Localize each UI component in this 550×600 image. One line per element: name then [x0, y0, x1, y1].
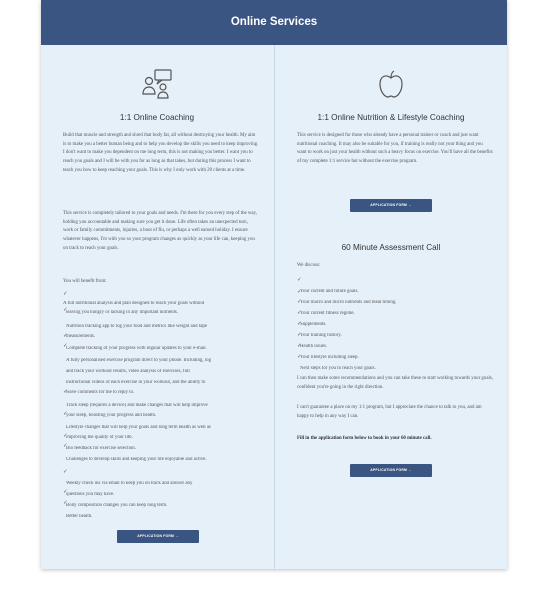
check-icon: ✓: [63, 291, 68, 297]
check-icon: ✓: [63, 469, 68, 475]
benefit-line: measurements.: [66, 334, 96, 339]
check-icon: ✓: [297, 310, 302, 316]
check-icon: ✓: [297, 299, 302, 305]
benefit-line: Nutrition tracking app to log your food and metrics like weight and tape: [66, 324, 207, 329]
nutrition-coaching-title: 1:1 Online Nutrition & Lifestyle Coaching: [317, 113, 465, 122]
check-icon: ✓: [63, 389, 68, 395]
apple-icon: [377, 69, 405, 99]
online-coaching-intro: Build that muscle and strength and shred that body fat, all without destroying your health. My aim is to make you a better human being and to help you develop the skills you need to keep improving. I don't want to make you dependent on me long term, this is not making you better. I want you to reach you goals and I will be with you for as long as that takes, but during this process I want to teach you how to keep reaching your goals. This is why I only work with 20 clients at a time.: [63, 133, 259, 173]
benefit-line: A fully personalised exercise program direct to your phone. Including, log: [66, 358, 212, 363]
assessment-call-title: 60 Minute Assessment Call: [341, 243, 441, 252]
check-icon: ✓: [63, 343, 68, 349]
discuss-item: Your macro and micro nutrients and meal timing.: [300, 300, 397, 305]
discuss-item: Your current and future goals.: [300, 289, 359, 294]
check-icon: ✓: [297, 354, 302, 360]
benefit-line: Track sleep (requires a device) and make changes that will help improve: [66, 403, 208, 408]
benefit-line: Lifestyle changes that will help your goals and long term health as well as: [66, 425, 211, 430]
services-card: [41, 0, 507, 569]
benefit-line: Complete tracking of your progress with regular updates to your e-mail.: [66, 346, 207, 351]
discuss-item: Your current fitness regime.: [300, 311, 355, 316]
benefit-line: leave comments for me to reply to.: [66, 390, 135, 395]
benefit-line: improving the quality of your life.: [66, 435, 133, 440]
check-icon: ✓: [63, 500, 68, 506]
benefit-line: Bio feedback for exercise selection.: [66, 446, 136, 451]
check-icon: ✓: [297, 332, 302, 338]
discuss-item: Your training history.: [300, 333, 342, 338]
coaching-people-chat-icon: [141, 67, 175, 101]
online-coaching-details: This service is completely tailored to your goals and needs. I'm there for you every step of the way, holding you accountable and making sure you get it done. Life often takes an unexpected turn, work or family commitments, injuries, a bout of flu, or perhaps a well earned holiday. I ensure whatever happens, I'm with you so your program changes as quickly as your life can, keeping you on track to reach your goals.: [63, 211, 257, 251]
booking-cta-text: Fill in the application form below to book in your 60 minute call.: [297, 436, 432, 441]
check-icon: ✓: [63, 443, 68, 449]
check-icon: ✓: [63, 333, 68, 339]
benefit-line: A full nutritional analysis and plan designed to reach your goals without: [63, 301, 205, 306]
benefit-line: your sleep, boosting your progress and health.: [66, 413, 157, 418]
benefit-line: Weekly check ins via email to keep you on track and answer any: [66, 481, 193, 486]
guarantee-text: I can't guarantee a place on my 1:1 program, but I appreciate the chance to talk to you, and am happy to help in any way I can.: [297, 405, 482, 419]
online-coaching-title: 1:1 Online Coaching: [119, 113, 195, 122]
benefit-line: leaving you hungry or lacking in any important nutrients.: [66, 310, 179, 315]
discuss-item: Your lifestyle including sleep.: [300, 355, 359, 360]
discuss-intro: We discuss:: [297, 263, 321, 268]
check-icon: ✓: [63, 307, 68, 313]
check-icon: ✓: [297, 343, 302, 349]
nutrition-coaching-intro: This service is designed for those who already have a personal trainer or coach and just want nutritional coaching. It may also be suitable for you, if training is really not your thing and you want to work on just your health without such a heavy focus on exercise. You'll have all the benefits of my complete 1:1 service but without the exercise program.: [297, 133, 493, 165]
check-icon: ✓: [63, 411, 68, 417]
column-divider: [274, 45, 275, 569]
benefit-line: and track your workout results, video analysis of exercises, full: [66, 369, 190, 374]
benefit-line: Body composition changes you can keep long term.: [66, 503, 168, 508]
benefit-line: Challenges to develop skills and keeping your life enjoyable and active.: [66, 457, 207, 462]
benefit-line: instructional videos of each exercise in your workout, and the ability to: [66, 380, 206, 385]
check-icon: ✓: [63, 489, 68, 495]
application-form-button[interactable]: APPLICATION FORM →: [117, 530, 199, 543]
recommendations-text: I can then make some recommendations and you can take these to start working towards your goals, confident you're going in the right direction.: [297, 376, 493, 390]
check-icon: ✓: [297, 277, 302, 283]
page-title: Online Services: [41, 0, 507, 45]
check-icon: ✓: [63, 433, 68, 439]
benefit-line: Better health.: [66, 514, 93, 519]
discuss-item: Supplements.: [300, 322, 327, 327]
discuss-item: Next steps for you to reach your goals.: [300, 366, 376, 371]
check-icon: ✓: [297, 289, 302, 295]
benefits-intro: You will benefit from:: [63, 279, 107, 284]
application-form-button[interactable]: APPLICATION FORM →: [350, 464, 432, 477]
benefit-line: questions you may have.: [66, 492, 115, 497]
application-form-button[interactable]: APPLICATION FORM →: [350, 199, 432, 212]
check-icon: ✓: [297, 321, 302, 327]
discuss-item: Health issues.: [300, 344, 328, 349]
